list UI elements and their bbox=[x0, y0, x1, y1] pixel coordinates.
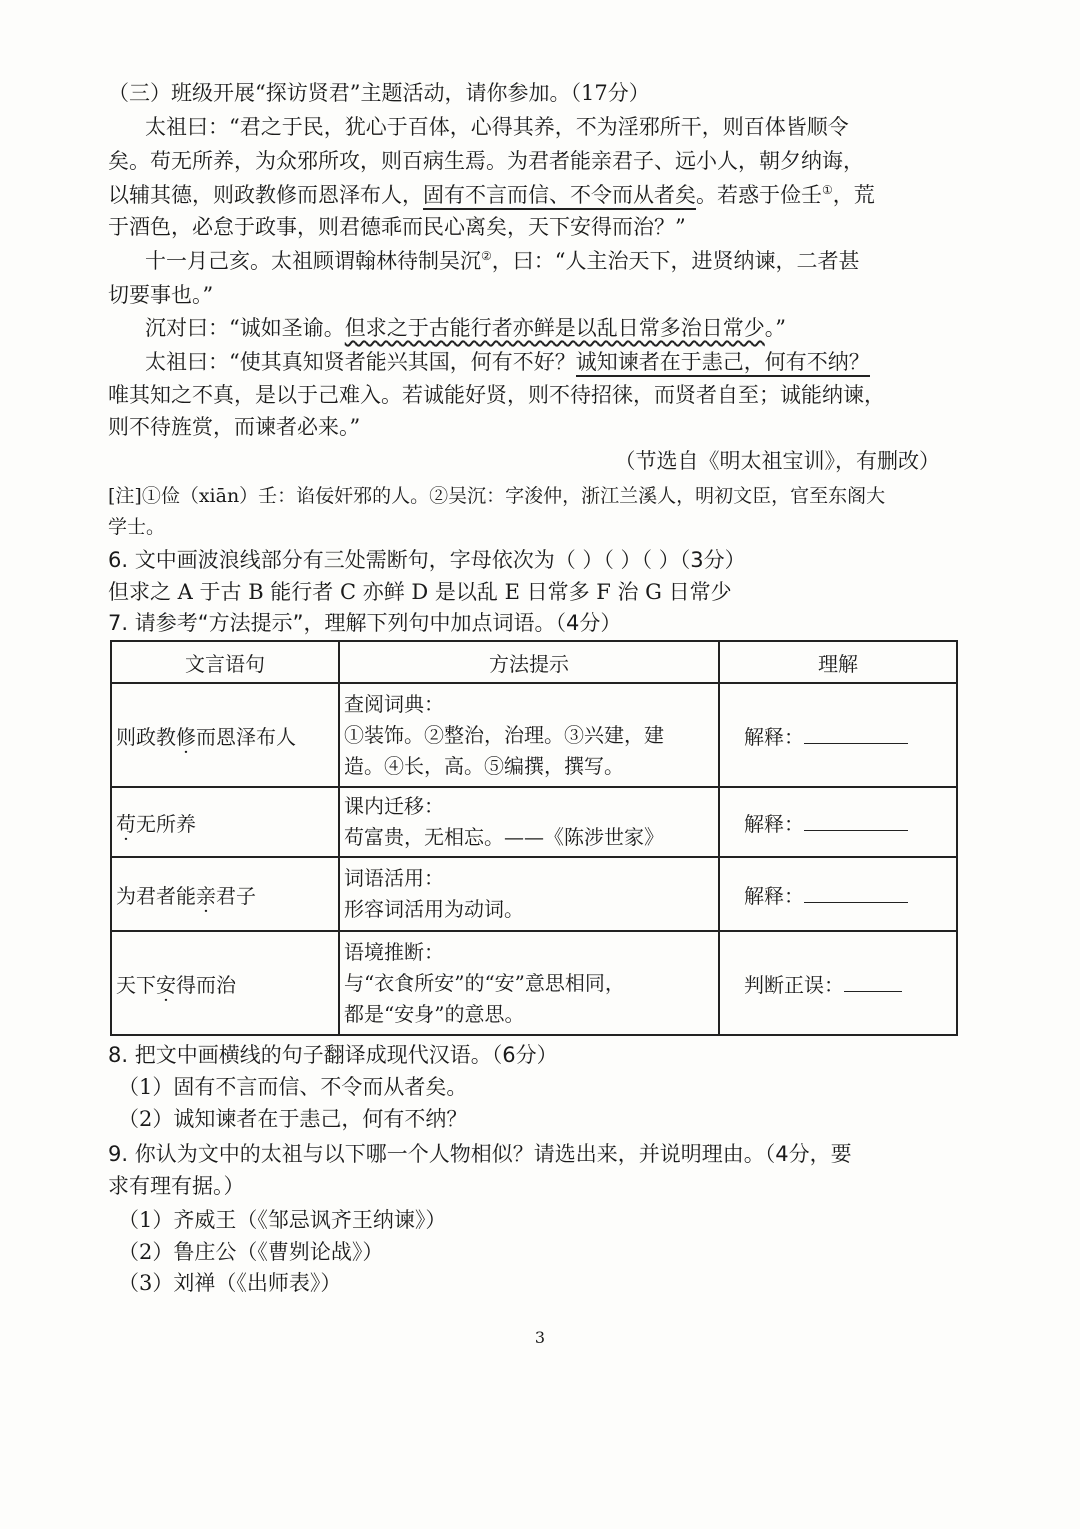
sentence-text: 君子 bbox=[216, 883, 256, 908]
hint-cell bbox=[339, 857, 719, 931]
passage-line: 切要事也。” bbox=[108, 283, 214, 307]
question-7-table bbox=[110, 640, 958, 1036]
dotted-word: 亲 bbox=[196, 883, 216, 908]
note-marker-1: ① bbox=[822, 183, 833, 197]
column-header: 理解 bbox=[719, 641, 957, 683]
question-9-option: （2）鲁庄公（《曹刿论战》） bbox=[118, 1240, 384, 1264]
answer-blank[interactable] bbox=[804, 902, 908, 903]
answer-cell bbox=[719, 683, 957, 787]
sentence-text: 则政教 bbox=[116, 724, 176, 749]
underlined-sentence-2: 诚知谏者在于恚己，何有不纳？ bbox=[576, 350, 870, 377]
column-header: 方法提示 bbox=[339, 641, 719, 683]
answer-cell bbox=[719, 931, 957, 1035]
answer-blank[interactable] bbox=[844, 991, 902, 992]
hint-title: 课内迁移： bbox=[344, 794, 444, 818]
hint-text: 都是“安身”的意思。 bbox=[344, 1001, 525, 1026]
question-6-stem: 6. 文中画波浪线部分有三处需断句，字母依次为（ ）（ ）（ ）（3分） bbox=[108, 548, 746, 572]
question-6-options: 但求之 A 于古 B 能行者 C 亦鲜 D 是以乱 E 日常多 F 治 G 日常少 bbox=[108, 580, 732, 604]
note-marker-2: ② bbox=[481, 249, 492, 263]
passage-text: 以辅其德，则政教修而恩泽布人， bbox=[108, 183, 423, 207]
passage-line bbox=[108, 180, 968, 211]
hint-text: 造。④长，高。⑤编撰，撰写。 bbox=[344, 753, 624, 778]
passage-source: （节选自《明太祖宝训》，有删改） bbox=[614, 449, 940, 473]
table-row bbox=[111, 931, 957, 1035]
passage-line bbox=[145, 347, 1005, 378]
table-row bbox=[111, 683, 957, 787]
answer-label: 解释： bbox=[744, 724, 804, 749]
dotted-word: 苟 bbox=[116, 811, 136, 836]
answer-label: 解释： bbox=[744, 883, 804, 908]
hint-title: 词语活用： bbox=[344, 866, 444, 890]
hint-title: 查阅词典： bbox=[344, 691, 444, 716]
answer-blank[interactable] bbox=[804, 830, 908, 831]
question-7-stem: 7. 请参考“方法提示”，理解下列句中加点词语。（4分） bbox=[108, 611, 622, 635]
table-row bbox=[111, 857, 957, 931]
sentence-text: 为君者能 bbox=[116, 883, 196, 908]
passage-line bbox=[145, 313, 1005, 344]
sentence-text: 而恩泽布人 bbox=[196, 724, 296, 749]
underlined-sentence-1: 固有不言而信、不令而从者矣 bbox=[423, 183, 696, 210]
wavy-underlined-sentence: 但求之于古能行者亦鲜是以乱日常多治日常少 bbox=[344, 316, 765, 340]
answer-cell bbox=[719, 857, 957, 931]
hint-text: ①装饰。②整治，治理。③兴建，建 bbox=[344, 722, 664, 747]
answer-label: 解释： bbox=[744, 811, 804, 836]
sentence-cell bbox=[111, 857, 339, 931]
hint-text: 与“衣食所安”的“安”意思相同， bbox=[344, 970, 625, 995]
section-title: （三）班级开展“探访贤君”主题活动，请你参加。（17分） bbox=[108, 81, 650, 105]
sentence-text: 无所养 bbox=[136, 811, 196, 836]
passage-text: 。若惑于俭壬 bbox=[696, 183, 822, 207]
question-8-stem: 8. 把文中画横线的句子翻译成现代汉语。（6分） bbox=[108, 1043, 558, 1067]
question-9-stem: 求有理有据。） bbox=[108, 1174, 245, 1198]
hint-title: 语境推断： bbox=[344, 939, 444, 964]
passage-line: 唯其知之不真，是以于己难入。若诚能好贤，则不待招徕，而贤者自至；诚能纳谏， bbox=[108, 383, 885, 407]
hint-cell bbox=[339, 787, 719, 857]
sentence-cell bbox=[111, 931, 339, 1035]
question-8-item: （2）诚知谏者在于恚己，何有不纳？ bbox=[118, 1107, 468, 1131]
sentence-cell bbox=[111, 683, 339, 787]
hint-cell bbox=[339, 931, 719, 1035]
passage-line: 太祖曰：“君之于民，犹心于百体，心得其养，不为淫邪所干，则百体皆顺令 bbox=[145, 115, 849, 139]
footnote-line: 学士。 bbox=[108, 516, 166, 538]
passage-line bbox=[145, 246, 1005, 277]
question-9-stem: 9. 你认为文中的太祖与以下哪一个人物相似？请选出来，并说明理由。（4分，要 bbox=[108, 1142, 852, 1166]
passage-text: 十一月己亥。太祖顾谓翰林待制吴沉 bbox=[145, 249, 481, 273]
dotted-word: 修 bbox=[176, 724, 196, 749]
passage-text: ，荒 bbox=[832, 183, 875, 207]
passage-line: 则不待旌赏，而谏者必来。” bbox=[108, 415, 361, 439]
passage-line: 于酒色，必怠于政事，则君德乖而民心离矣，天下安得而治？” bbox=[108, 215, 686, 239]
hint-text: 形容词活用为动词。 bbox=[344, 897, 524, 921]
answer-blank[interactable] bbox=[804, 743, 908, 744]
hint-text: 苟富贵，无相忘。——《陈涉世家》 bbox=[344, 825, 664, 849]
footnote-line: [注]①俭（xiān）壬：谄佞奸邪的人。②吴沉：字浚仲，浙江兰溪人，明初文臣，官至东阁大 bbox=[108, 485, 886, 507]
sentence-text: 得而治 bbox=[176, 972, 236, 997]
dotted-word: 安 bbox=[156, 972, 176, 997]
passage-text: 太祖曰：“使其真知贤者能兴其国，何有不好？ bbox=[145, 350, 576, 374]
answer-label: 判断正误： bbox=[744, 972, 844, 997]
hint-cell bbox=[339, 683, 719, 787]
column-header: 文言语句 bbox=[111, 641, 339, 683]
passage-line: 矣。苟无所养，为众邪所攻，则百病生焉。为君者能亲君子、远小人，朝夕纳诲， bbox=[108, 149, 864, 173]
table-header-row bbox=[111, 641, 957, 683]
question-9-option: （1）齐威王（《邹忌讽齐王纳谏》） bbox=[118, 1208, 447, 1232]
table-row bbox=[111, 787, 957, 857]
passage-text: 。” bbox=[764, 316, 786, 340]
question-9-option: （3）刘禅（《出师表》） bbox=[118, 1271, 342, 1295]
question-8-item: （1）固有不言而信、不令而从者矣。 bbox=[118, 1075, 468, 1099]
passage-text: ，曰：“人主治天下，进贤纳谏，二者甚 bbox=[491, 249, 860, 273]
sentence-text: 天下 bbox=[116, 972, 156, 997]
passage-text: 沉对曰：“诚如圣谕。 bbox=[145, 316, 345, 340]
sentence-cell bbox=[111, 787, 339, 857]
page-number: 3 bbox=[534, 1328, 546, 1347]
answer-cell bbox=[719, 787, 957, 857]
